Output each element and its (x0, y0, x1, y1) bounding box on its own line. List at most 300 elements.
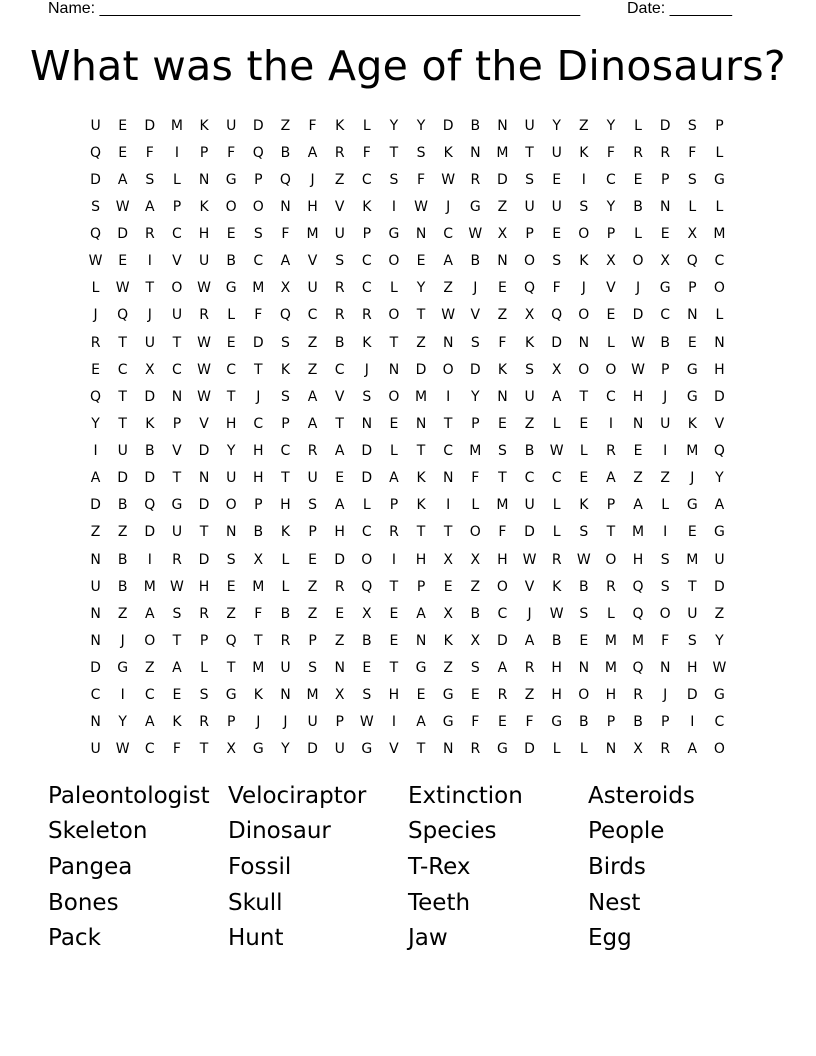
grid-letter: D (198, 443, 210, 460)
grid-letter: T (118, 334, 127, 351)
grid-letter: B (470, 253, 481, 270)
grid-letter: S (416, 144, 426, 161)
grid-letter: W (359, 714, 374, 731)
grid-letter: Z (117, 524, 128, 541)
grid-letter: X (253, 551, 264, 568)
grid-letter: Y (552, 117, 561, 134)
grid-letter: R (199, 605, 209, 622)
grid-letter: H (551, 660, 562, 677)
grid-letter: Z (334, 632, 345, 649)
grid-letter: A (551, 388, 562, 405)
grid-letter: L (471, 497, 480, 514)
grid-letter: A (307, 415, 318, 432)
grid-letter: K (443, 632, 453, 649)
grid-letter: A (606, 470, 616, 487)
grid-letter: R (199, 714, 209, 731)
grid-letter: D (307, 741, 318, 758)
grid-letter: Y (606, 117, 616, 134)
grid-letter: O (713, 280, 725, 297)
word-list-item: People (588, 818, 665, 845)
grid-letter: U (334, 741, 345, 758)
grid-letter: V (172, 253, 182, 270)
grid-letter: F (417, 171, 426, 188)
grid-letter: U (117, 443, 128, 460)
grid-letter: I (120, 687, 125, 704)
grid-letter: W (170, 578, 184, 595)
grid-letter: A (172, 660, 182, 677)
word-list (48, 778, 768, 956)
word-list-item: Velociraptor (228, 782, 367, 809)
grid-letter: U (144, 334, 155, 351)
grid-letter: P (715, 117, 724, 134)
grid-letter: E (389, 605, 399, 622)
grid-letter: X (443, 551, 453, 568)
grid-letter: N (415, 415, 427, 432)
grid-letter: K (335, 117, 345, 134)
grid-letter: N (605, 741, 617, 758)
grid-letter: K (280, 361, 291, 378)
grid-letter: P (688, 280, 697, 297)
word-list-item: Egg (588, 925, 632, 952)
grid-letter: R (497, 687, 508, 704)
grid-letter: L (688, 198, 697, 215)
grid-letter: S (687, 117, 697, 134)
grid-letter: M (143, 578, 156, 595)
grid-letter: M (604, 632, 617, 649)
grid-letter: N (90, 632, 101, 649)
grid-letter: R (660, 741, 671, 758)
grid-letter: T (145, 280, 155, 297)
grid-letter: H (307, 198, 318, 215)
grid-letter: L (91, 280, 100, 297)
grid-letter: I (663, 524, 668, 541)
grid-letter: Y (416, 280, 426, 297)
grid-letter: O (632, 253, 644, 270)
grid-letter: R (334, 578, 345, 595)
word-list-item: Asteroids (588, 782, 695, 809)
grid-letter: M (713, 226, 726, 243)
grid-letter: T (254, 632, 263, 649)
grid-letter: Y (471, 388, 480, 405)
grid-letter: K (362, 334, 372, 351)
grid-letter: A (714, 497, 725, 514)
grid-letter: U (524, 198, 535, 215)
grid-letter: B (117, 497, 128, 514)
grid-letter: S (389, 171, 399, 188)
grid-letter: G (686, 388, 698, 405)
grid-letter: N (442, 470, 454, 487)
grid-letter: E (172, 687, 182, 704)
grid-letter: R (633, 144, 643, 161)
grid-letter: K (280, 524, 291, 541)
grid-letter: N (632, 415, 644, 432)
word-list-item: Hunt (228, 925, 284, 952)
grid-letter: K (362, 198, 372, 215)
grid-letter: S (145, 171, 155, 188)
grid-letter: L (281, 551, 290, 568)
grid-letter: R (551, 551, 562, 568)
grid-letter: E (498, 280, 507, 297)
grid-letter: R (660, 144, 671, 161)
grid-letter: K (253, 687, 263, 704)
grid-letter: N (334, 660, 345, 677)
grid-letter: N (90, 605, 101, 622)
grid-letter: X (145, 361, 155, 378)
grid-letter: H (388, 687, 400, 704)
grid-letter: X (660, 253, 670, 270)
grid-letter: M (415, 388, 428, 405)
grid-letter: N (225, 524, 237, 541)
word-list-item: Skull (228, 889, 283, 916)
grid-letter: W (197, 361, 211, 378)
grid-letter: R (606, 443, 616, 460)
grid-letter: V (714, 415, 725, 432)
grid-letter: P (172, 198, 182, 215)
grid-letter: Z (280, 117, 291, 134)
grid-letter: W (197, 280, 211, 297)
grid-letter: A (416, 605, 426, 622)
grid-letter: O (171, 280, 183, 297)
grid-letter: B (633, 198, 643, 215)
grid-letter: A (443, 253, 453, 270)
grid-letter: S (579, 524, 589, 541)
grid-letter: E (389, 632, 399, 649)
grid-letter: Z (90, 524, 101, 541)
grid-letter: B (579, 714, 589, 731)
grid-letter: I (147, 551, 152, 568)
grid-letter: F (227, 144, 236, 161)
grid-letter: S (308, 660, 317, 677)
grid-letter: E (91, 361, 100, 378)
grid-letter: Z (714, 605, 725, 622)
grid-letter: R (470, 741, 481, 758)
grid-letter: C (497, 605, 508, 622)
grid-letter: Z (307, 334, 318, 351)
grid-letter: D (686, 687, 698, 704)
grid-letter: E (226, 334, 236, 351)
grid-letter: S (91, 198, 100, 215)
grid-letter: N (415, 632, 427, 649)
grid-letter: Z (307, 578, 318, 595)
word-list-item: Jaw (408, 925, 448, 952)
grid-letter: U (660, 415, 671, 432)
grid-letter: S (470, 660, 480, 677)
grid-letter: E (118, 253, 128, 270)
grid-letter: Y (118, 714, 127, 731)
grid-letter: G (442, 714, 454, 731)
grid-letter: R (524, 660, 535, 677)
grid-letter: T (389, 578, 399, 595)
grid-letter: E (552, 226, 562, 243)
grid-letter: S (497, 443, 507, 460)
grid-letter: D (334, 551, 346, 568)
grid-letter: Q (252, 144, 264, 161)
grid-letter: P (281, 415, 290, 432)
grid-letter: T (226, 388, 236, 405)
grid-letter: P (199, 144, 209, 161)
grid-letter: Y (226, 443, 236, 460)
grid-letter: D (117, 470, 129, 487)
grid-letter: O (252, 198, 264, 215)
grid-letter: E (335, 605, 345, 622)
grid-letter: L (715, 307, 724, 324)
grid-letter: M (469, 443, 482, 460)
grid-letter: N (90, 551, 101, 568)
grid-letter: S (579, 605, 589, 622)
grid-letter: L (634, 117, 642, 134)
grid-letter: M (170, 117, 183, 134)
grid-letter: R (334, 307, 345, 324)
grid-letter: Z (497, 307, 508, 324)
grid-letter: S (687, 171, 697, 188)
grid-letter: Y (606, 198, 616, 215)
grid-letter: F (254, 307, 263, 324)
grid-letter: S (362, 687, 372, 704)
grid-letter: Q (551, 307, 563, 324)
grid-letter: J (446, 198, 451, 215)
grid-letter: X (334, 687, 345, 704)
grid-letter: L (715, 198, 724, 215)
grid-letter: S (525, 361, 534, 378)
grid-letter: Z (117, 605, 128, 622)
grid-letter: V (470, 307, 481, 324)
grid-letter: O (388, 388, 400, 405)
grid-letter: O (578, 687, 590, 704)
grid-letter: Z (416, 334, 426, 351)
grid-letter: X (470, 551, 481, 568)
grid-letter: I (93, 443, 98, 460)
grid-letter: S (335, 253, 345, 270)
header (48, 0, 748, 20)
grid-letter: A (145, 605, 155, 622)
grid-letter: T (172, 632, 182, 649)
grid-letter: B (660, 334, 670, 351)
grid-letter: P (308, 524, 317, 541)
grid-letter: X (443, 605, 453, 622)
letter-grid (82, 112, 733, 763)
grid-letter: K (579, 253, 589, 270)
grid-letter: H (225, 415, 237, 432)
grid-letter: O (496, 578, 508, 595)
grid-letter: E (579, 415, 589, 432)
word-list-item: Dinosaur (228, 818, 331, 845)
grid-letter: U (524, 117, 535, 134)
grid-letter: Z (524, 687, 535, 704)
grid-letter: G (714, 524, 725, 541)
grid-letter: T (335, 415, 344, 432)
grid-letter: D (659, 117, 671, 134)
grid-letter: K (416, 470, 426, 487)
grid-letter: C (361, 171, 372, 188)
grid-letter: D (442, 117, 454, 134)
grid-letter: U (280, 660, 291, 677)
grid-letter: L (552, 524, 561, 541)
grid-letter: P (362, 226, 372, 243)
grid-letter: D (117, 226, 129, 243)
grid-letter: U (307, 280, 318, 297)
grid-letter: L (579, 741, 588, 758)
grid-letter: G (415, 660, 427, 677)
grid-letter: C (117, 361, 128, 378)
grid-letter: Q (90, 388, 102, 405)
grid-letter: M (686, 551, 699, 568)
grid-letter: L (607, 334, 615, 351)
grid-letter: N (198, 171, 210, 188)
grid-letter: S (660, 551, 670, 568)
grid-letter: D (497, 171, 508, 188)
grid-letter: J (256, 714, 261, 731)
grid-letter: N (388, 361, 400, 378)
grid-letter: M (496, 497, 509, 514)
grid-letter: C (361, 253, 372, 270)
grid-letter: O (388, 253, 400, 270)
grid-letter: J (147, 307, 152, 324)
grid-letter: R (307, 443, 318, 460)
grid-letter: E (660, 226, 670, 243)
grid-letter: Y (715, 632, 724, 649)
grid-letter: I (391, 714, 396, 731)
grid-letter: G (659, 280, 671, 297)
grid-letter: L (552, 497, 561, 514)
grid-letter: D (361, 470, 373, 487)
grid-letter: P (199, 632, 209, 649)
grid-letter: C (524, 470, 535, 487)
word-list-item: Teeth (408, 889, 471, 916)
grid-letter: V (307, 253, 318, 270)
word-list-item: Fossil (228, 853, 292, 880)
grid-letter: D (198, 551, 210, 568)
grid-letter: V (524, 578, 535, 595)
grid-letter: Z (579, 117, 589, 134)
grid-letter: F (254, 605, 263, 622)
grid-letter: E (416, 253, 426, 270)
grid-letter: R (389, 524, 399, 541)
grid-letter: K (687, 415, 697, 432)
grid-letter: C (226, 361, 237, 378)
grid-letter: G (225, 280, 237, 297)
grid-letter: H (551, 687, 562, 704)
grid-letter: M (604, 660, 617, 677)
grid-letter: Q (632, 605, 644, 622)
grid-letter: I (608, 415, 613, 432)
grid-letter: W (522, 551, 537, 568)
word-list-item: Bones (48, 889, 119, 916)
grid-letter: E (226, 226, 236, 243)
grid-letter: T (443, 524, 453, 541)
grid-letter: X (470, 632, 481, 649)
grid-letter: O (388, 307, 400, 324)
grid-letter: O (144, 632, 156, 649)
grid-letter: G (497, 741, 508, 758)
grid-letter: L (552, 415, 561, 432)
grid-letter: P (254, 171, 263, 188)
grid-letter: S (525, 171, 534, 188)
grid-letter: P (525, 226, 534, 243)
grid-letter: G (714, 687, 725, 704)
grid-letter: X (524, 307, 535, 324)
grid-letter: S (660, 578, 670, 595)
grid-letter: O (524, 253, 536, 270)
grid-letter: B (362, 632, 372, 649)
grid-letter: O (659, 605, 671, 622)
grid-letter: R (334, 144, 345, 161)
grid-letter: I (446, 497, 451, 514)
grid-letter: A (145, 714, 155, 731)
grid-letter: J (473, 280, 478, 297)
grid-letter: N (171, 388, 183, 405)
grid-letter: L (281, 578, 290, 595)
grid-letter: T (688, 578, 697, 595)
grid-letter: H (280, 497, 291, 514)
grid-letter: U (687, 605, 698, 622)
grid-letter: O (225, 198, 237, 215)
grid-letter: W (631, 361, 645, 378)
grid-letter: W (549, 605, 564, 622)
grid-letter: J (283, 714, 288, 731)
grid-letter: P (471, 415, 480, 432)
word-list-item: Species (408, 818, 497, 845)
grid-letter: Q (90, 226, 102, 243)
grid-letter: F (525, 714, 534, 731)
grid-letter: C (280, 443, 291, 460)
grid-letter: I (446, 388, 451, 405)
grid-letter: L (227, 307, 236, 324)
grid-letter: X (280, 280, 291, 297)
grid-letter: E (226, 578, 236, 595)
grid-letter: E (687, 334, 697, 351)
grid-letter: Q (713, 443, 725, 460)
grid-letter: M (306, 226, 319, 243)
grid-letter: N (714, 334, 725, 351)
grid-letter: O (605, 551, 617, 568)
grid-letter: T (172, 334, 182, 351)
grid-letter: D (361, 443, 373, 460)
grid-letter: H (687, 660, 698, 677)
grid-letter: M (252, 280, 265, 297)
grid-letter: A (497, 660, 508, 677)
grid-letter: K (416, 497, 426, 514)
word-list-item: Pack (48, 925, 101, 952)
grid-letter: X (606, 253, 616, 270)
grid-letter: B (334, 334, 345, 351)
grid-letter: J (120, 632, 125, 649)
grid-letter: F (498, 524, 507, 541)
grid-letter: A (90, 470, 101, 487)
grid-letter: F (172, 741, 181, 758)
grid-letter: A (145, 198, 155, 215)
grid-letter: F (606, 144, 615, 161)
grid-letter: T (606, 524, 616, 541)
grid-letter: H (198, 578, 210, 595)
grid-letter: R (633, 687, 643, 704)
grid-letter: Q (524, 280, 536, 297)
grid-letter: A (334, 497, 345, 514)
grid-letter: T (443, 415, 453, 432)
grid-letter: F (145, 144, 154, 161)
grid-letter: X (362, 605, 372, 622)
grid-letter: E (335, 470, 345, 487)
grid-letter: L (390, 280, 398, 297)
grid-letter: B (551, 632, 562, 649)
grid-letter: W (115, 198, 130, 215)
page-title: What was the Age of the Dinosaurs? (29, 42, 786, 90)
grid-letter: P (172, 415, 182, 432)
name-field-label: Name: ______________________________________________________ (48, 0, 581, 17)
grid-letter: Y (91, 415, 100, 432)
grid-letter: H (198, 226, 210, 243)
grid-letter: P (606, 226, 616, 243)
grid-letter: F (281, 226, 290, 243)
